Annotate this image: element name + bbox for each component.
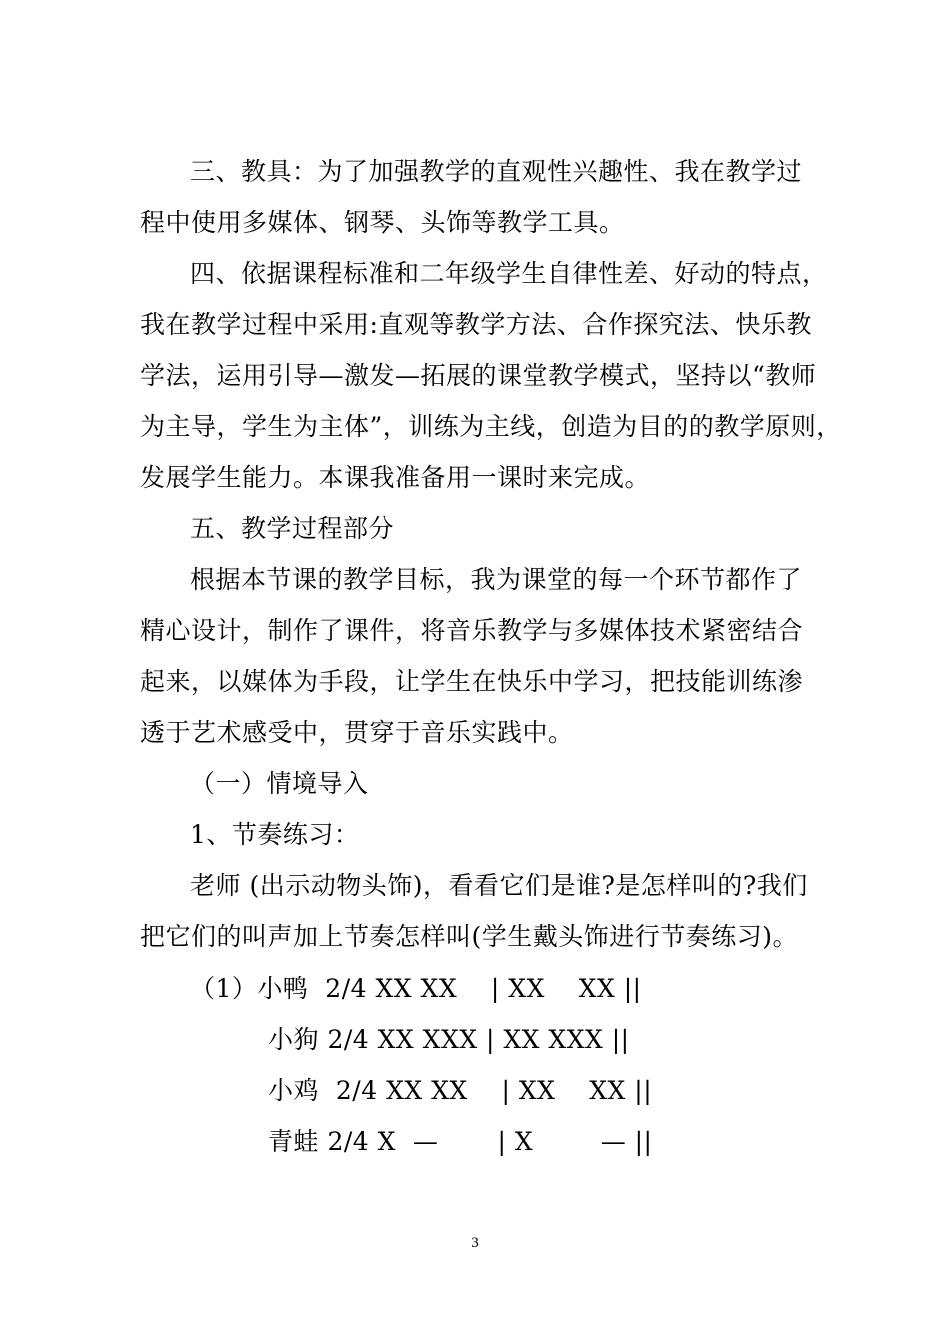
text-line: 程中使用多媒体、钢琴、头饰等教学工具。 [140,208,625,237]
text-line: 精心设计，制作了课件，将音乐教学与多媒体技术紧密结合 [140,616,804,645]
rhythm-line: （1）小鸭 2/4 XX XX | XX XX || [190,974,642,1003]
text-line: 老师 (出示动物头饰)，看看它们是谁?是怎样叫的?我们 [190,871,808,900]
text-line: 透于艺术感受中，贯穿于音乐实践中。 [140,718,574,747]
rhythm-line: 青蛙 2/4 X — | X — || [268,1127,653,1156]
text-line: 把它们的叫声加上节奏怎样叫(学生戴头饰进行节奏练习)。 [140,922,799,951]
text-line: 我在教学过程中采用:直观等教学方法、合作探究法、快乐教 [140,310,812,339]
subsection-heading: （一）情境导入 [190,769,369,798]
rhythm-line: 小狗 2/4 XX XXX | XX XXX || [268,1025,630,1054]
text-line: 为主导，学生为主体”，训练为主线，创造为目的的教学原则， [140,412,842,441]
page-number: 3 [471,1235,479,1251]
text-line: 学法，运用引导—激发—拓展的课堂教学模式，坚持以“教师 [140,361,817,390]
section-heading: 五、教学过程部分 [190,514,395,543]
text-line: 发展学生能力。本课我准备用一课时来完成。 [140,463,651,492]
text-line: 起来，以媒体为手段，让学生在快乐中学习，把技能训练渗 [140,667,804,696]
text-line: 四、依据课程标准和二年级学生自律性差、好动的特点， [190,259,828,288]
subsection-heading: 1、节奏练习： [190,820,360,849]
rhythm-line: 小鸡 2/4 XX XX | XX XX || [268,1076,653,1105]
text-line: 根据本节课的教学目标，我为课堂的每一个环节都作了 [190,565,803,594]
text-line: 三、教具：为了加强教学的直观性兴趣性、我在教学过 [190,157,803,186]
